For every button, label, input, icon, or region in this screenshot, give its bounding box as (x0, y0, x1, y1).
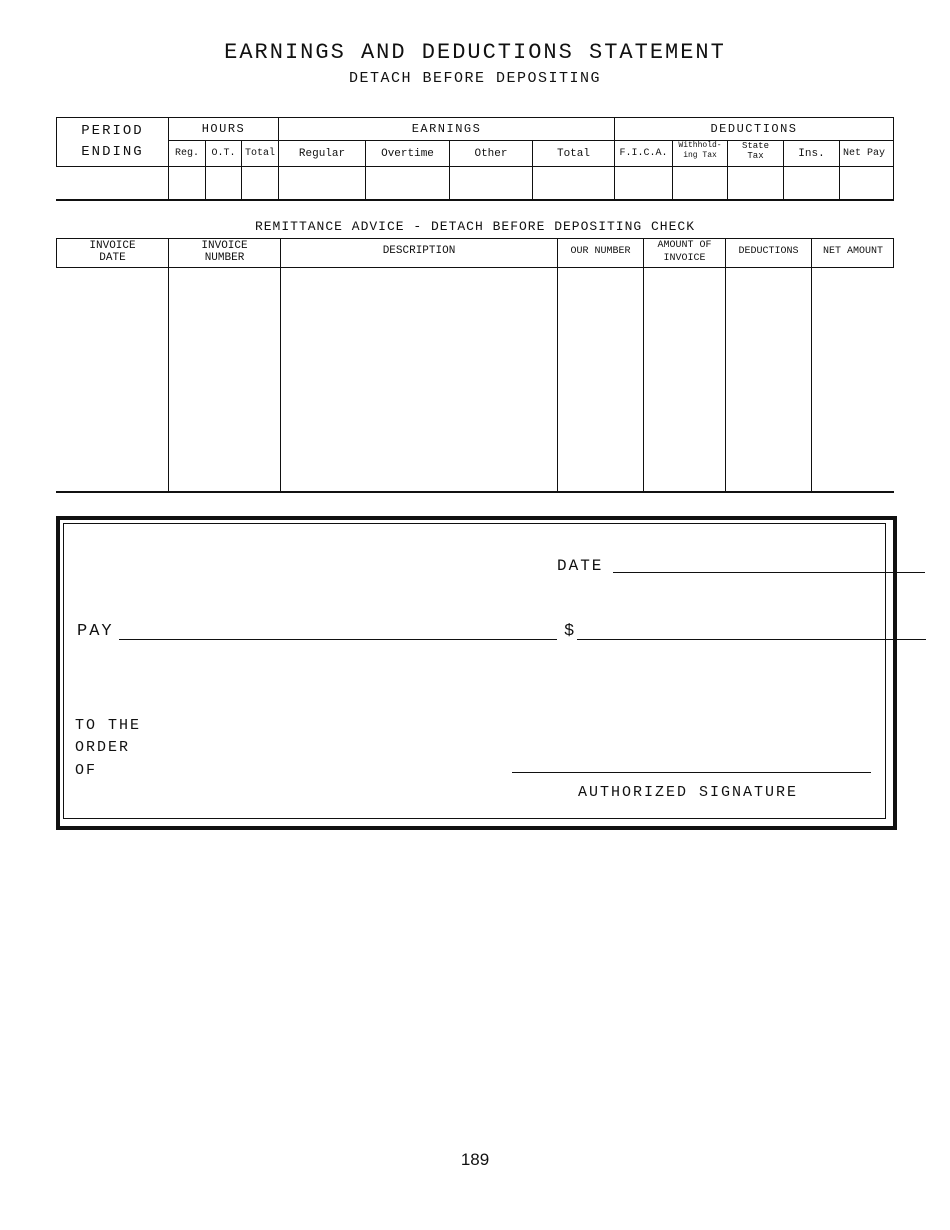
authorized-signature-label: AUTHORIZED SIGNATURE (578, 784, 799, 801)
withholding-header-line1: Withhold- (678, 141, 722, 150)
amount-of-invoice-header-line1: AMOUNT OF (657, 240, 712, 251)
fica-header: F.I.C.A. (619, 148, 668, 159)
remittance-title: REMITTANCE ADVICE - DETACH BEFORE DEPOSITING CHECK (254, 219, 696, 234)
check-inner-border (63, 523, 886, 819)
deductions-header: DEDUCTIONS (710, 122, 798, 136)
date-label: DATE (557, 557, 604, 575)
date-line[interactable] (613, 572, 925, 573)
pay-label: PAY (77, 622, 114, 641)
total-earnings-header: Total (556, 148, 590, 160)
our-number-header: OUR NUMBER (570, 246, 631, 257)
order-label: ORDER (75, 739, 131, 756)
hours-header: HOURS (201, 122, 246, 136)
net-amount-header: NET AMOUNT (822, 246, 883, 257)
ot-hours-header: O.T. (211, 148, 236, 159)
overtime-header: Overtime (381, 148, 434, 160)
earnings-header: EARNINGS (411, 122, 482, 136)
description-header: DESCRIPTION (382, 245, 456, 257)
invoice-date-header-line2: DATE (99, 252, 126, 264)
state-tax-header-line2: Tax (747, 151, 764, 161)
statement-title: EARNINGS AND DEDUCTIONS STATEMENT (224, 40, 726, 65)
statement-subtitle: DETACH BEFORE DEPOSITING (348, 70, 602, 87)
regular-header: Regular (298, 148, 346, 160)
period-label: PERIOD (81, 123, 144, 139)
signature-line[interactable] (512, 772, 871, 773)
payee-line[interactable] (119, 639, 557, 640)
invoice-date-header-line1: INVOICE (89, 240, 136, 252)
net-pay-header: Net Pay (843, 148, 886, 159)
withholding-header-line2: ing Tax (683, 151, 717, 160)
page-number: 189 (460, 1150, 490, 1169)
of-label: OF (75, 762, 98, 779)
ins-header: Ins. (798, 148, 825, 160)
amount-line[interactable] (577, 639, 926, 640)
reg-hours-header: Reg. (174, 148, 199, 159)
deductions-col-header: DEDUCTIONS (738, 246, 799, 257)
to-the-label: TO THE (75, 717, 142, 734)
invoice-number-header-line1: INVOICE (201, 240, 248, 252)
other-header: Other (474, 148, 508, 160)
ending-label: ENDING (81, 144, 144, 160)
amount-of-invoice-header-line2: INVOICE (663, 253, 706, 264)
invoice-number-header-line2: NUMBER (204, 252, 245, 264)
total-hours-header: Total (244, 148, 275, 159)
dollar-sign: $ (564, 622, 577, 641)
state-tax-header-line1: State (741, 141, 769, 151)
